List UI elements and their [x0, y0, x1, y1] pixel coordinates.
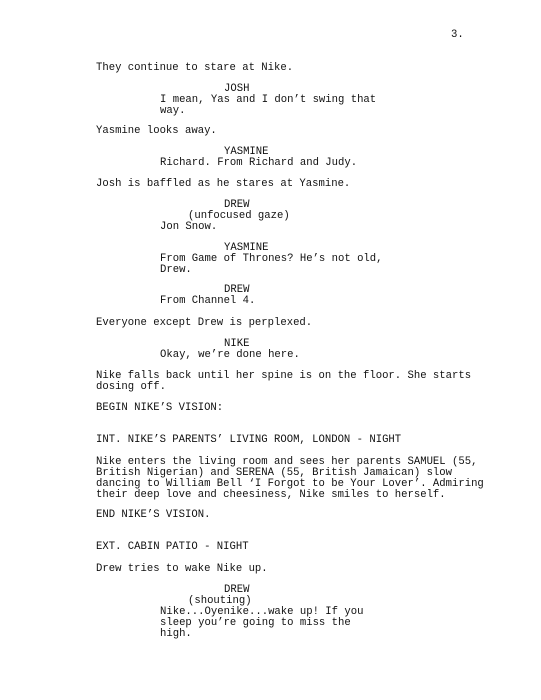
character-name: YASMINE [224, 146, 269, 158]
dialogue-line: way. [160, 105, 186, 117]
dialogue-line: I mean, Yas and I don’t swing that [160, 94, 377, 106]
parenthetical: (shouting) [188, 595, 252, 607]
action-line: dosing off. [96, 381, 166, 393]
parenthetical: (unfocused gaze) [188, 210, 290, 222]
dialogue-line: Jon Snow. [160, 221, 218, 233]
action-line: BEGIN NIKE’S VISION: [96, 402, 224, 414]
dialogue-line: Nike...Oyenike...wake up! If you [160, 606, 364, 618]
action-line: their deep love and cheesiness, Nike smiles to herself. [96, 489, 446, 501]
dialogue-line: From Game of Thrones? He’s not old, [160, 253, 383, 265]
character-name: DREW [224, 584, 250, 596]
dialogue-line: From Channel 4. [160, 295, 256, 307]
dialogue-line: Drew. [160, 264, 192, 276]
character-name: YASMINE [224, 242, 269, 254]
scene-heading: EXT. CABIN PATIO - NIGHT [96, 541, 249, 553]
action-line: Yasmine looks away. [96, 125, 217, 137]
action-line: dancing to William Bell ‘I Forgot to be Your Lover’. Admiring [96, 478, 484, 490]
action-line: Nike enters the living room and sees her parents SAMUEL (55, [96, 456, 478, 468]
action-line: Josh is baffled as he stares at Yasmine. [96, 178, 351, 190]
scene-heading: INT. NIKE’S PARENTS’ LIVING ROOM, LONDON - NIGHT [96, 434, 402, 446]
character-name: DREW [224, 199, 250, 211]
dialogue-line: high. [160, 628, 192, 640]
character-name: NIKE [224, 338, 250, 350]
action-line: Drew tries to wake Nike up. [96, 563, 268, 575]
page-number: 3. [451, 29, 464, 41]
action-line: Nike falls back until her spine is on the floor. She starts [96, 370, 472, 382]
dialogue-line: Okay, we’re done here. [160, 349, 300, 361]
character-name: JOSH [224, 83, 250, 95]
action-line: They continue to stare at Nike. [96, 62, 294, 74]
action-line: Everyone except Drew is perplexed. [96, 317, 313, 329]
action-line: END NIKE’S VISION. [96, 509, 211, 521]
dialogue-line: Richard. From Richard and Judy. [160, 157, 358, 169]
action-line: British Nigerian) and SERENA (55, British Jamaican) slow [96, 467, 453, 479]
dialogue-line: sleep you’re going to miss the [160, 617, 351, 629]
character-name: DREW [224, 284, 250, 296]
